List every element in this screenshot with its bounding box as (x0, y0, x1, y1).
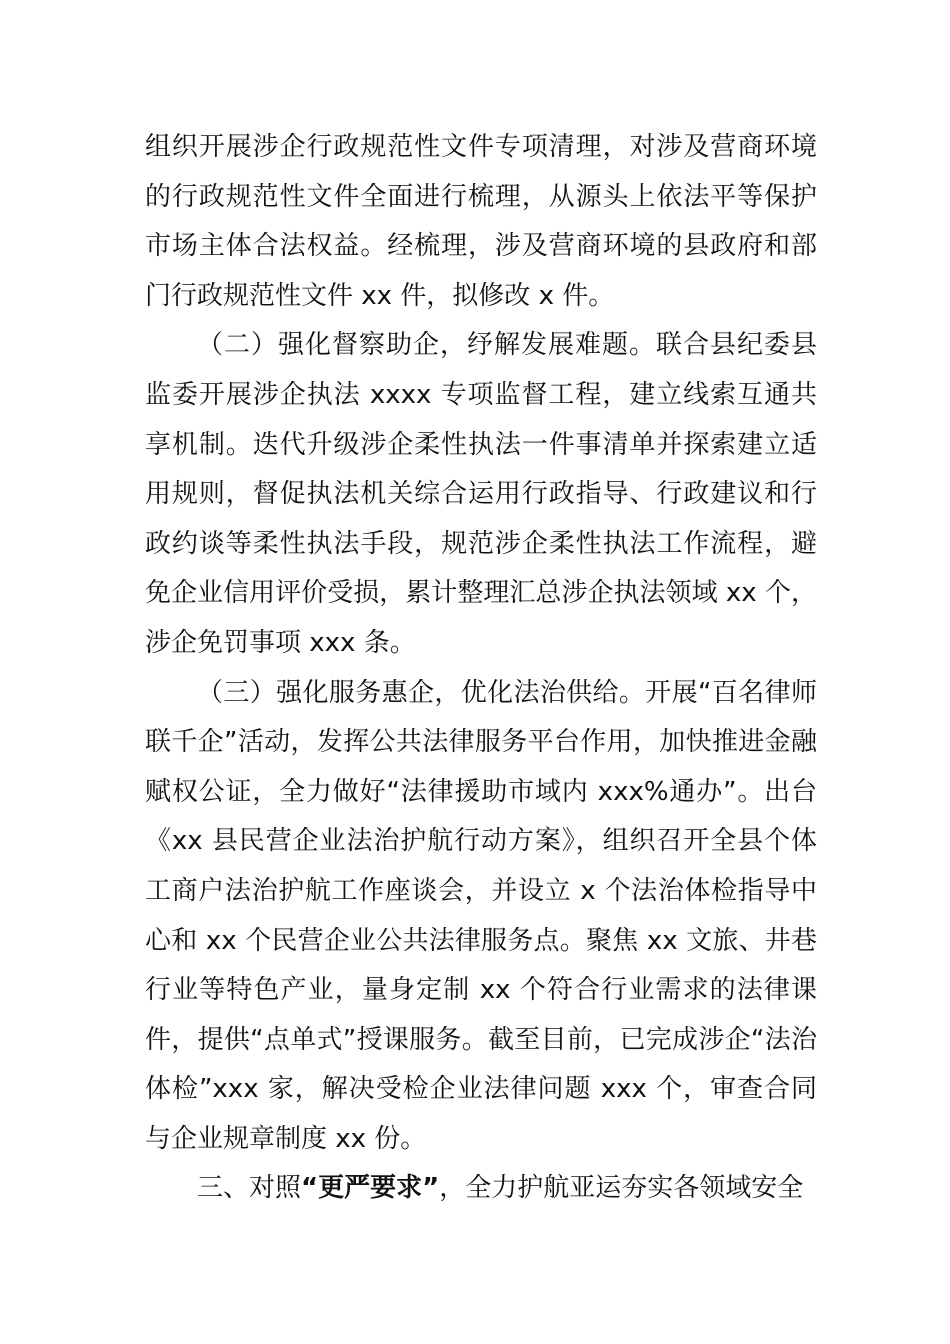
heading-prefix: 三、对照 (197, 1173, 302, 1204)
heading-emphasis: “更严要求” (301, 1173, 440, 1204)
document-body (145, 123, 817, 1214)
paragraph-service: （三）强化服务惠企，优化法治供给。开展“百名律师联千企”活动，发挥公共法律服务平台作用，加快推进金融赋权公证，全力做好“法律援助市域内 xxx%通办”。出台《xx 县民营企业法治护航行动方案》，组织召开全县个体工商户法治护航工作座谈会，并设立 x 个法治体检指导中心和 xx 个民营企业公共法律服务点。聚焦 xx 文旅、井巷行业等特色产业，量身定制 xx 个符合行业需求的法律课件，提供“点单式”授课服务。截至目前，已完成涉企“法治体检”xxx 家，解决受检企业法律问题 xxx 个，审查合同与企业规章制度 xx 份。 (145, 677, 817, 1154)
paragraph-supervision: （二）强化督察助企，纾解发展难题。联合县纪委县监委开展涉企执法 xxxx 专项监督工程，建立线索互通共享机制。迭代升级涉企柔性执法一件事清单并探索建立适用规则，督促执法机关综合运用行政指导、行政建议和行政约谈等柔性执法手段，规范涉企柔性执法工作流程，避免企业信用评价受损，累计整理汇总涉企执法领域 xx 个，涉企免罚事项 xxx 条。 (145, 330, 817, 658)
paragraph-cleanup: 组织开展涉企行政规范性文件专项清理，对涉及营商环境的行政规范性文件全面进行梳理，从源头上依法平等保护市场主体合法权益。经梳理，涉及营商环境的县政府和部门行政规范性文件 xx 件，拟修改 x 件。 (145, 132, 817, 311)
heading-suffix: ，全力护航亚运夯实各领域安全 (439, 1173, 804, 1204)
section-heading (145, 1164, 817, 1214)
